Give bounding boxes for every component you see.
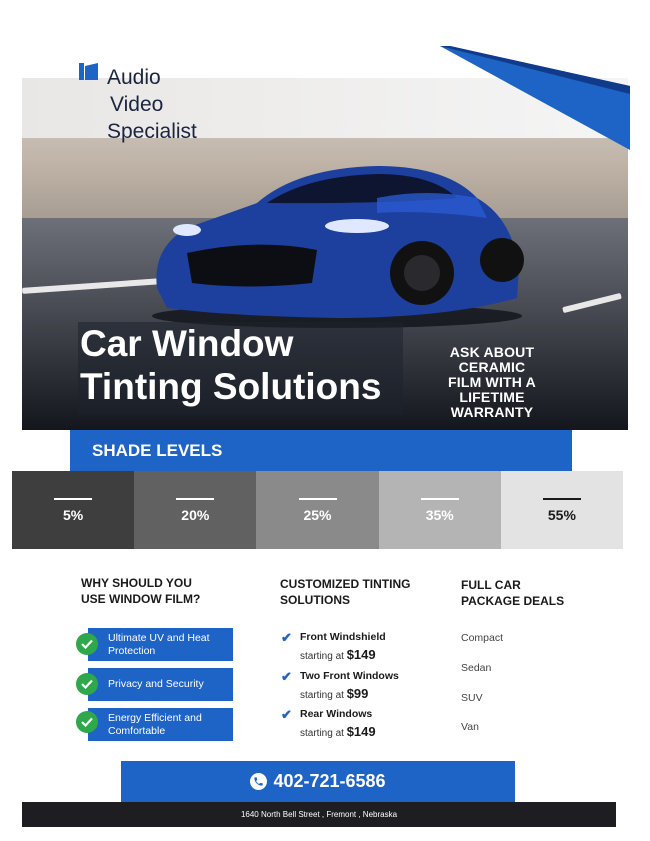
check-icon [76,711,98,733]
custom-heading-line-1: CUSTOMIZED TINTING [280,577,411,591]
swatch-line [543,498,581,500]
warranty-callout [432,345,552,420]
benefit-text: Energy Efficient and [108,712,202,724]
service-price-line [300,686,399,701]
brand-logo-icon [79,63,98,80]
shade-percent: 55% [547,507,576,523]
swatch-line [299,498,337,500]
swatch-line [176,498,214,500]
sports-car-image [147,158,527,328]
phone-icon [250,773,267,790]
benefit-text: Ultimate UV and Heat [108,632,210,644]
package-item: Compact [461,632,504,644]
shade-percent: 25% [303,507,332,523]
checkmark-icon: ✔ [281,630,292,645]
benefit-privacy [88,668,233,701]
packages-heading-line-2: PACKAGE DEALS [461,594,565,608]
shade-percent: 5% [62,507,84,523]
check-icon [76,633,98,655]
service-title: Two Front Windows [300,670,399,682]
service-price-prefix: starting at [300,651,344,662]
title-line-1: Car Window [80,323,294,364]
page-title [80,322,381,408]
swatch-line [421,498,459,500]
benefit-uv-protection [88,628,233,661]
brand-name [107,64,197,145]
phone-bar[interactable] [121,761,515,802]
shade-swatch-55 [501,471,623,549]
warranty-line: CERAMIC [458,359,526,375]
package-item: SUV [461,692,483,704]
benefit-text: Comfortable [108,725,166,737]
packages-heading-line-1: FULL CAR [461,578,521,592]
package-item: Sedan [461,662,492,674]
brand-line-2: Video [110,93,164,116]
swatch-line [54,498,92,500]
service-price: $99 [346,686,369,701]
service-price: $149 [346,724,376,739]
why-heading-line-2: USE WINDOW FILM? [81,592,201,606]
service-rear-windows [300,708,376,739]
benefit-text: Privacy and Security [108,678,204,690]
shade-swatch-5 [12,471,134,549]
check-icon [76,673,98,695]
service-front-windshield [300,631,386,662]
custom-heading-line-2: SOLUTIONS [280,593,351,607]
shade-swatch-35 [379,471,501,549]
package-item: Van [461,721,479,733]
warranty-line: ASK ABOUT [449,344,535,360]
shade-percent: 35% [425,507,454,523]
title-line-2: Tinting Solutions [80,366,382,407]
why-heading-line-1: WHY SHOULD YOU [81,576,192,590]
warranty-line: LIFETIME [459,389,525,405]
service-price: $149 [346,647,376,662]
service-two-front-windows [300,670,399,701]
address-bar [22,802,616,827]
service-title: Rear Windows [300,708,373,720]
packages-heading [461,577,564,609]
brand-line-3: Specialist [107,120,197,143]
service-price-line [300,647,386,662]
checkmark-icon: ✔ [281,669,292,684]
address-text: 1640 North Bell Street , Fremont , Nebraska [240,810,398,819]
shade-swatch-20 [134,471,256,549]
phone-number[interactable]: 402-721-6586 [273,771,386,791]
why-heading [81,575,200,607]
shade-percent: 20% [181,507,210,523]
benefit-energy [88,708,233,741]
checkmark-icon: ✔ [281,707,292,722]
service-title: Front Windshield [300,631,386,643]
service-price-line [300,724,376,739]
shade-swatch-25 [256,471,378,549]
shade-levels-label: SHADE LEVELS [92,441,223,460]
benefit-text: Protection [108,645,156,657]
decorative-banner [440,46,630,156]
warranty-line: FILM WITH A [448,374,536,390]
warranty-line: WARRANTY [450,404,534,420]
service-price-prefix: starting at [300,728,344,739]
custom-heading [280,576,410,608]
service-price-prefix: starting at [300,690,344,701]
brand-line-1: Audio [107,66,161,89]
shade-swatches [12,471,623,549]
